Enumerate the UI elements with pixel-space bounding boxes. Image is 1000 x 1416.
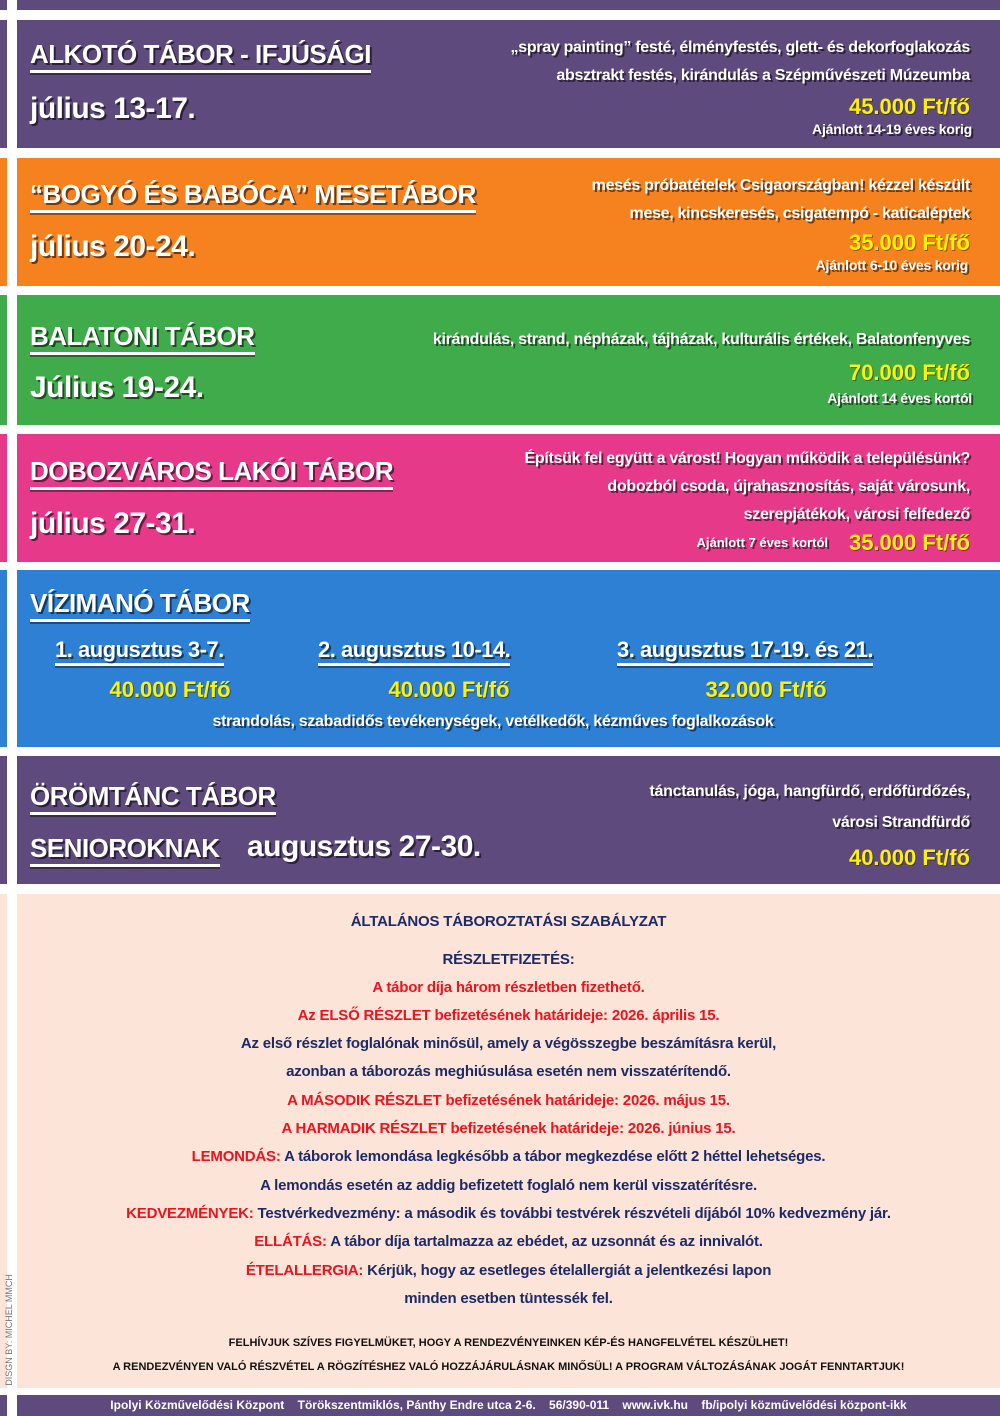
session-price: 32.000 Ft/fő xyxy=(705,677,827,702)
camp-age: Ajánlott 14-19 éves korig xyxy=(812,121,972,137)
session-label: 3. augusztus 17-19. és 21. xyxy=(617,638,873,666)
camp-desc: szerepjátékok, városi felfedező xyxy=(743,506,970,523)
session-price: 40.000 Ft/fő xyxy=(109,677,231,702)
left-bar xyxy=(0,1395,7,1416)
footer-contact: Ipolyi Közművelődési Központ Törökszentmiklós, Pánthy Endre utca 2-6. 56/390-011 www.ivk.hu fb/ipolyi közművelődési központ-ikk xyxy=(110,1398,907,1412)
camp-date: július 13-17. xyxy=(30,92,196,125)
rules-line: A HARMADIK RÉSZLET befizetésének határideje: 2026. június 15. xyxy=(281,1120,736,1137)
rules-line: A lemondás esetén az addig befizetett foglaló nem kerül visszatérítésre. xyxy=(260,1177,757,1194)
left-bar xyxy=(0,756,7,884)
camp-age: Ajánlott 7 éves kortól xyxy=(696,535,828,550)
camp-vizimano xyxy=(17,570,1000,747)
camp-desc: mese, kincskeresés, csigatempó - katicaléptek xyxy=(629,205,970,222)
camp-title: DOBOZVÁROS LAKÓI TÁBOR xyxy=(30,457,393,490)
camp-desc: absztrakt festés, kirándulás a Szépművészeti Múzeumba xyxy=(556,67,970,84)
camp-price: 35.000 Ft/fő xyxy=(848,530,970,555)
design-credit: DISGN BY: MICHEL MMCH xyxy=(4,1274,15,1386)
camp-desc: tánctanulás, jóga, hangfürdő, erdőfürdőzés, xyxy=(649,783,970,800)
rules-subheading: RÉSZLETFIZETÉS: xyxy=(442,951,575,968)
camp-desc: dobozból csoda, újrahasznosítás, saját városunk, xyxy=(607,478,970,495)
camp-desc: mesés próbatételek Csigaországban! kézzel készült xyxy=(591,177,970,194)
session-label: 2. augusztus 10-14. xyxy=(318,638,510,666)
camp-alkoto xyxy=(17,20,1000,148)
rules-line: KEDVEZMÉNYEK: Testvérkedvezmény: a második és további testvérek részvételi díjából 10% kedvezmény jár. xyxy=(126,1205,891,1222)
notice-line: FELHÍVJUK SZÍVES FIGYELMÜKET, HOGY A RENDEZVÉNYEINKEN KÉP-ÉS HANGFELVÉTEL KÉSZÜLHET! xyxy=(228,1337,789,1349)
rules-line: Az első részlet foglalónak minősül, amely a végösszegbe beszámításra kerül, xyxy=(240,1035,777,1052)
rules-line: Az ELSŐ RÉSZLET befizetésének határideje: 2026. április 15. xyxy=(297,1007,720,1024)
footer xyxy=(17,1395,1000,1416)
camp-title: “BOGYÓ ÉS BABÓCA” MESETÁBOR xyxy=(30,180,476,213)
camp-title-2: SENIOROKNAK xyxy=(30,834,220,867)
camp-desc: kirándulás, strand, népházak, tájházak, kulturális értékek, Balatonfenyves xyxy=(432,331,970,348)
camp-balatoni xyxy=(17,295,1000,425)
camp-oromtanc xyxy=(17,756,1000,884)
camp-desc: strandolás, szabadidős tevékenységek, vetélkedők, kézműves foglalkozások xyxy=(212,713,774,730)
camp-price: 40.000 Ft/fő xyxy=(848,845,970,870)
camp-date: augusztus 27-30. xyxy=(247,830,481,863)
left-bar xyxy=(0,434,7,562)
camp-title: ÖRÖMTÁNC TÁBOR xyxy=(30,782,276,815)
camp-bogyo xyxy=(17,158,1000,286)
camp-age: Ajánlott 6-10 éves korig xyxy=(815,257,968,273)
rules-line: minden esetben tüntessék fel. xyxy=(404,1290,613,1307)
session-label: 1. augusztus 3-7. xyxy=(55,638,224,666)
rules-panel xyxy=(17,894,1000,1388)
rules-line: azonban a táborozás meghiúsulása esetén nem visszatérítendő. xyxy=(286,1063,731,1080)
left-bar xyxy=(0,20,7,148)
camp-date: július 27-31. xyxy=(30,507,196,540)
camp-price: 70.000 Ft/fő xyxy=(848,360,970,385)
left-bar xyxy=(0,570,7,747)
camp-price: 35.000 Ft/fő xyxy=(848,230,970,255)
camp-desc: Építsük fel együtt a várost! Hogyan működik a településünk? xyxy=(524,450,970,467)
rules-line: A MÁSODIK RÉSZLET befizetésének határideje: 2026. május 15. xyxy=(287,1092,730,1109)
left-bar xyxy=(0,0,7,10)
camp-desc: „spray painting” festé, élményfestés, glett- és dekorfoglakozás xyxy=(510,39,970,56)
camp-age: Ajánlott 14 éves kortól xyxy=(827,390,972,406)
camp-date: Július 19-24. xyxy=(30,371,204,404)
rules-line: LEMONDÁS: A táborok lemondása legkésőbb a tábor megkezdése előtt 2 héttel lehetséges. xyxy=(191,1148,826,1165)
top-strip xyxy=(17,0,1000,10)
camp-title: ALKOTÓ TÁBOR - IFJÚSÁGI xyxy=(30,40,371,73)
camp-title: VÍZIMANÓ TÁBOR xyxy=(30,589,250,622)
camp-date: július 20-24. xyxy=(30,230,196,263)
rules-line: ÉTELALLERGIA: Kérjük, hogy az esetleges ételallergiát a jelentkezési lapon xyxy=(245,1262,772,1279)
left-bar xyxy=(0,158,7,286)
rules-line: A tábor díja három részletben fizethető. xyxy=(372,979,645,996)
notice-line: A RENDEZVÉNYEN VALÓ RÉSZVÉTEL A RÖGZÍTÉSHEZ VALÓ HOZZÁJÁRULÁSNAK MINŐSÜL! A PROGRAM VÁLTOZÁSÁNAK JOGÁT FENNTARTJUK! xyxy=(112,1361,905,1373)
camp-price: 45.000 Ft/fő xyxy=(848,94,970,119)
camp-title: BALATONI TÁBOR xyxy=(30,322,255,355)
rules-line: ELLÁTÁS: A tábor díja tartalmazza az ebédet, az uzsonnát és az innivalót. xyxy=(254,1233,763,1250)
camp-desc: városi Strandfürdő xyxy=(832,814,970,831)
left-bar xyxy=(0,295,7,425)
camp-dobozvaros xyxy=(17,434,1000,562)
session-price: 40.000 Ft/fő xyxy=(388,677,510,702)
rules-heading: ÁLTALÁNOS TÁBOROZTATÁSI SZABÁLYZAT xyxy=(350,913,667,930)
